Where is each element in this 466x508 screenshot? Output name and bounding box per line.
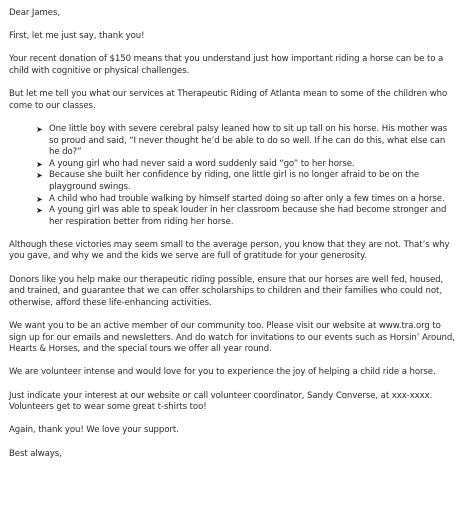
donation-paragraph: Your recent donation of $150 means that you understand just how important riding a horse can be to a child with cognitive or physical challenges.	[9, 54, 444, 76]
victories-paragraph: Although these victories may seem small to the average person, you know that they are not. That’s why you gave, and why we and the kids we serve are full of gratitude for your generosity.	[9, 239, 450, 262]
list-item	[36, 205, 456, 228]
story-list	[9, 124, 456, 228]
donors-paragraph: Donors like you help make our therapeutic riding possible, ensure that our horses are well fed, housed, and trained, and guarantee that we can offer scholarships to children and their families who could not, otherwise, afford these life-enhancing activities.	[9, 274, 444, 308]
list-item	[36, 159, 456, 171]
intro-paragraph: But let me tell you what our services at Therapeutic Riding of Atlanta mean to some of the children who come to our classes.	[9, 89, 448, 111]
again-paragraph: Again, thank you! We love your support.	[9, 425, 179, 436]
arrow-bullet-icon: ➤	[36, 124, 43, 134]
indicate-paragraph: Just indicate your interest at our website or call volunteer coordinator, Sandy Converse, at xxx-xxxx. Volunteers get to wear some great t-shirts too!	[9, 390, 433, 413]
arrow-bullet-icon: ➤	[36, 206, 43, 216]
closing: Best always,	[9, 448, 62, 459]
volunteer-paragraph: We are volunteer intense and would love for you to experience the joy of helping a child ride a horse.	[9, 367, 436, 378]
list-item-text: One little boy with severe cerebral palsy leaned how to sit up tall on his horse. His mother was so proud and said, “I never thought he’d be able to do so well. If he can do this, what else can he do?”	[49, 123, 448, 158]
list-item	[36, 170, 456, 193]
member-paragraph: We want you to be an active member of our community too. Please visit our website at www.tra.org to sign up for our emails and newsletters. And do watch for invitations to our events such as Horsin’ Around, Hearts & Horses, and the special tours we offer all year round.	[9, 321, 455, 355]
list-item-text: A young girl was able to speak louder in her classroom because she had become stronger and her respiration better from riding her horse.	[49, 205, 447, 227]
greeting: Dear James,	[9, 8, 61, 18]
list-item-text: A young girl who had never said a word suddenly said “go” to her horse.	[49, 158, 355, 169]
list-item	[36, 194, 456, 206]
arrow-bullet-icon: ➤	[36, 194, 43, 204]
list-item	[36, 124, 456, 159]
list-item-text: A child who had trouble walking by himself started doing so after only a few times on a horse.	[49, 193, 445, 204]
arrow-bullet-icon: ➤	[36, 171, 43, 181]
list-item-text: Because she built her confidence by riding, one little girl is no longer afraid to be on the playground swings.	[49, 170, 420, 192]
arrow-bullet-icon: ➤	[36, 159, 43, 169]
thanks-paragraph: First, let me just say, thank you!	[9, 31, 145, 42]
